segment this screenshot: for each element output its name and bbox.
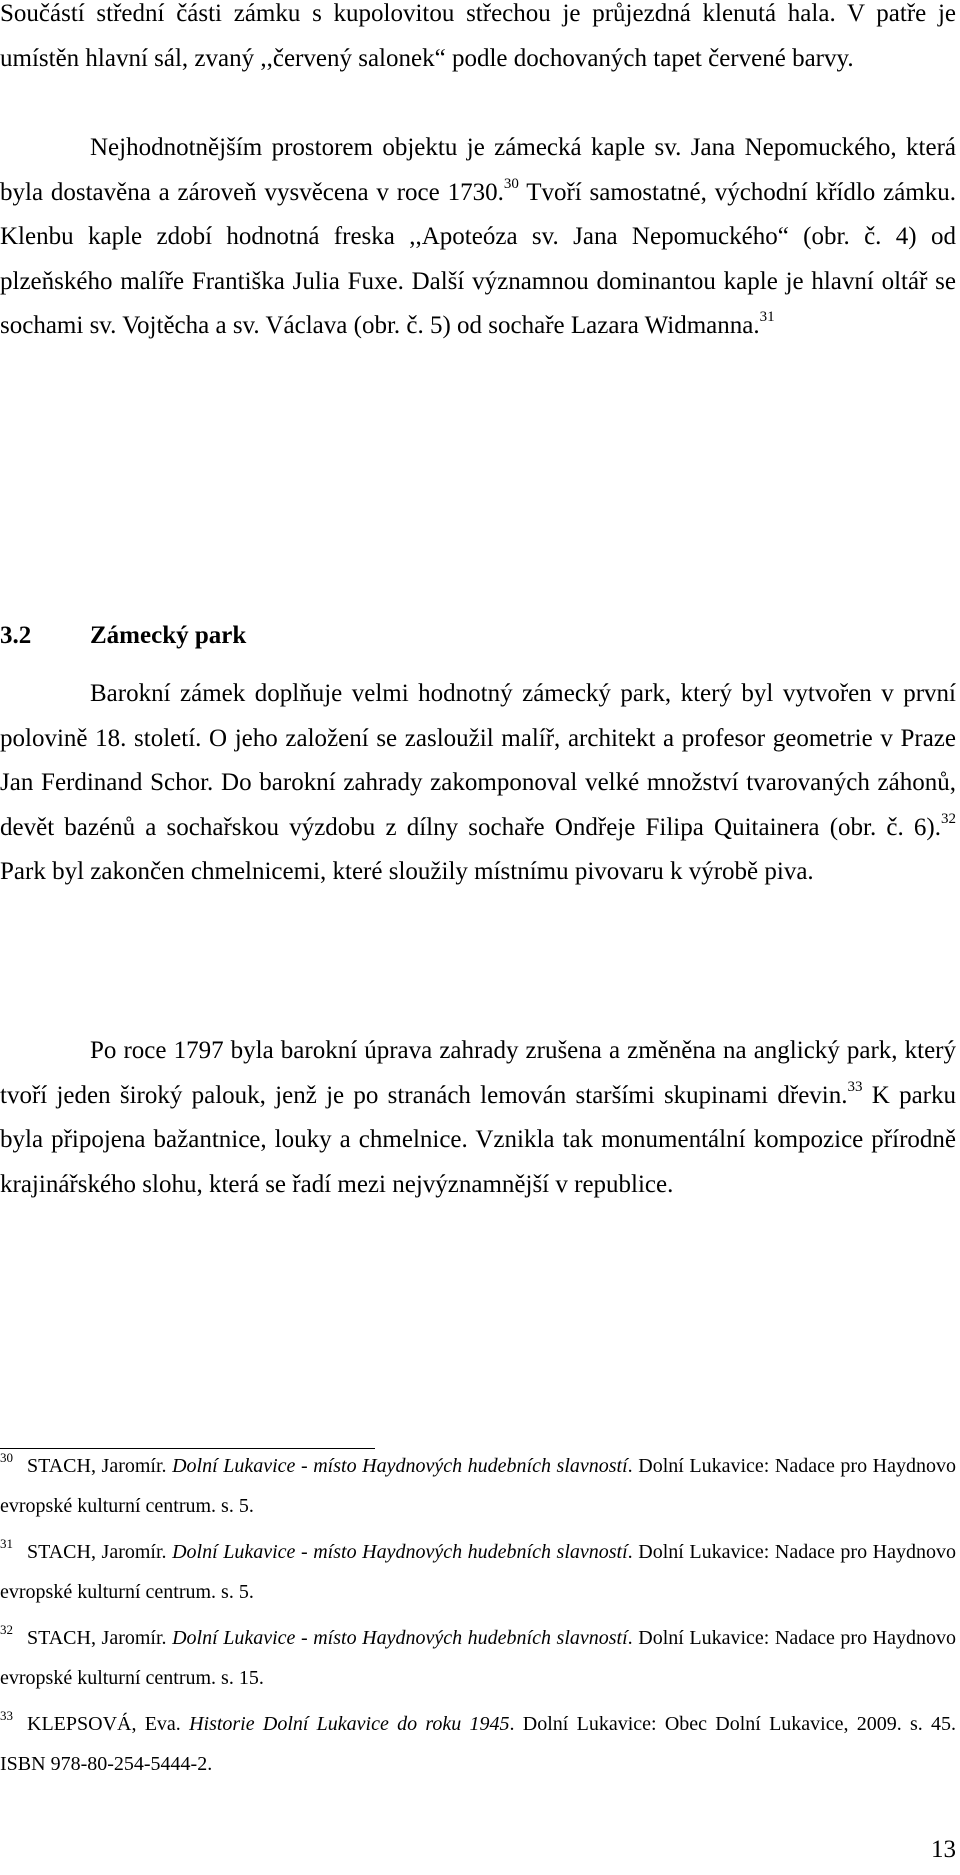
section-heading	[0, 614, 246, 658]
footnote-ref-31[interactable]: 31	[759, 309, 775, 326]
footnote-ref-32[interactable]: 32	[941, 810, 956, 827]
page-number: 13	[931, 1836, 956, 1863]
footnote-32: $^{32}$ STACH, Jaromír. Dolní Lukavice - místo Haydnových hudebních slavností. Dolní Lukavice: Nadace pro Haydnovo evropské kulturní centrum. s. 15.	[0, 1622, 956, 1689]
footnote-ref-30[interactable]: 30	[503, 175, 519, 192]
paragraph-chapel: Nejhodnotnějším prostorem objektu je zámecká kaple sv. Jana Nepomuckého, která byla dostavěna a zároveň vysvěcena v roce 1730.30 Tvoří samostatné, východní křídlo zámku. Klenbu kaple zdobí hodnotná freska ,,Apoteóza sv. Jana Nepomuckého“ (obr. č. 4) od plzeňského malíře Františka Julia Fuxe. Další významnou dominantou kaple je hlavní oltář se sochami sv. Vojtěcha a sv. Václava (obr. č. 5) od sochaře Lazara Widmanna.$^{31}$	[0, 134, 956, 340]
footnote-33: $^{33}$ KLEPSOVÁ, Eva. Historie Dolní Lukavice do roku 1945. Dolní Lukavice: Obec Dolní Lukavice, 2009. s. 45. ISBN 978-80-254-5444-2.	[0, 1708, 957, 1775]
paragraph-park: Barokní zámek doplňuje velmi hodnotný zámecký park, který byl vytvořen v první polovině 18. století. O jeho založení se zasloužil malíř, architekt a profesor geometrie v Praze Jan Ferdinand Schor. Do barokní zahrady zakomponoval velké množství tvarovaných záhonů, devět bazénů a sochařskou výzdobu z dílny sochaře Ondřeje Filipa Quitainera (obr. č. 6).$^{32}$ Park byl zakončen chmelnicemi, které sloužily místnímu pivovaru k výrobě piva.	[0, 680, 956, 886]
footnote-30: $^{30}$ STACH, Jaromír. Dolní Lukavice - místo Haydnových hudebních slavností. Dolní Lukavice: Nadace pro Haydnovo evropské kulturní centrum. s. 5.	[0, 1450, 956, 1517]
footnote-ref-33[interactable]: 33	[847, 1078, 863, 1095]
footnote-31: $^{31}$ STACH, Jaromír. Dolní Lukavice - místo Haydnových hudebních slavností. Dolní Lukavice: Nadace pro Haydnovo evropské kulturní centrum. s. 5.	[0, 1536, 956, 1603]
paragraph-hall: Součástí střední části zámku s kupolovitou střechou je průjezdná klenutá hala. V patře je umístěn hlavní sál, zvaný ,,červený salonek“ podle dochovaných tapet červené barvy.	[0, 0, 956, 72]
section-number: 3.2	[0, 622, 32, 649]
section-title: Zámecký park	[90, 622, 247, 649]
paragraph-english-park: Po roce 1797 byla barokní úprava zahrady zrušena a změněna na anglický park, který tvoří jeden široký palouk, jenž je po stranách lemován staršími skupinami dřevin.$^{33}$ K parku byla připojena bažantnice, louky a chmelnice. Vznikla tak monumentální kompozice přírodně krajinářského slohu, která se řadí mezi nejvýznamnější v republice.	[0, 1037, 956, 1198]
